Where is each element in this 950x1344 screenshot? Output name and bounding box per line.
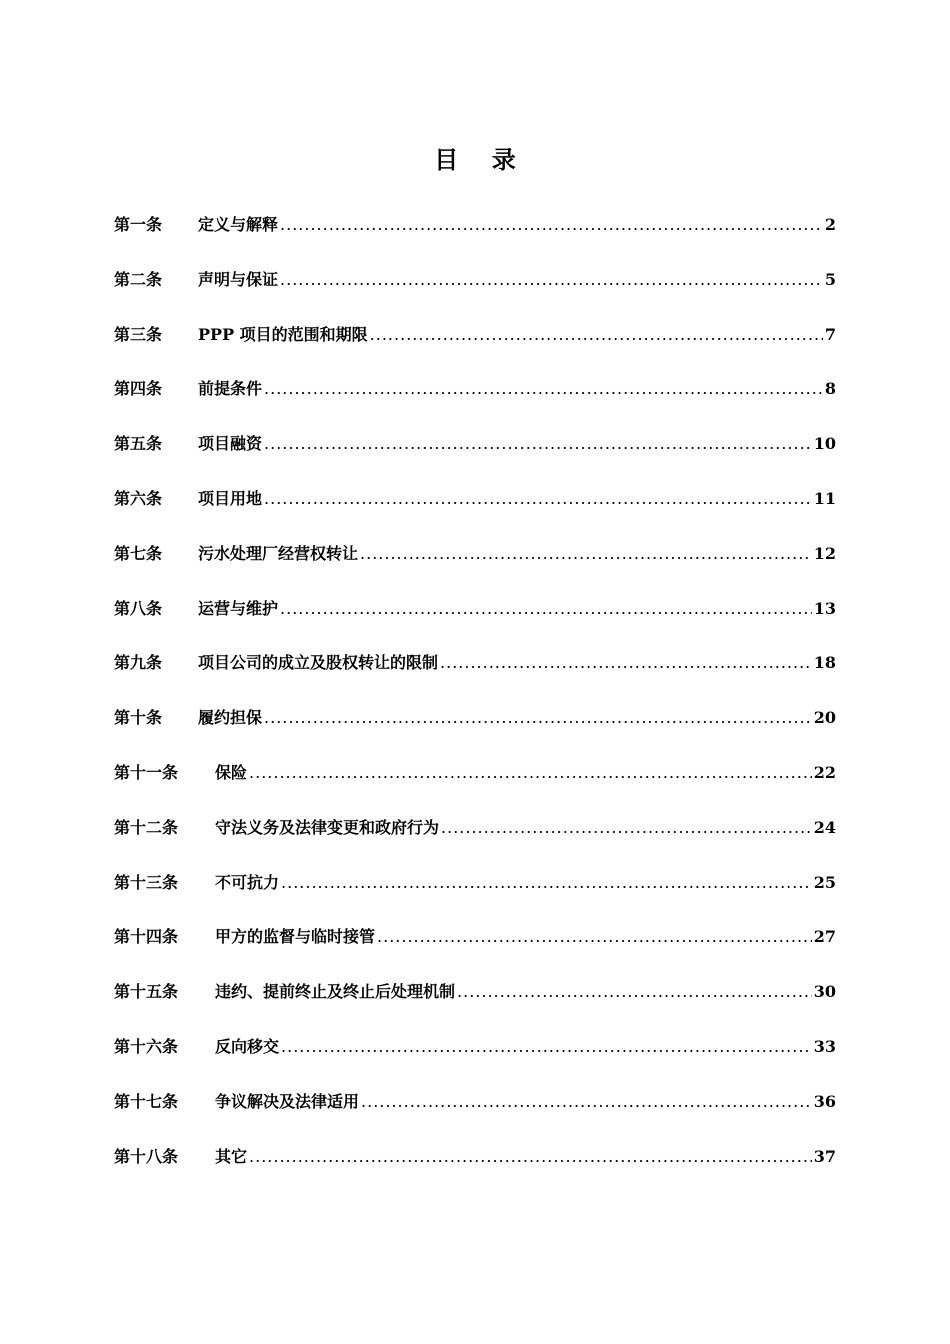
toc-entry-label: 第十一条: [114, 762, 179, 782]
toc-entry[interactable]: [114, 924, 836, 979]
toc-entry-page: 10: [813, 434, 836, 454]
toc-entry-page: 22: [813, 762, 836, 782]
toc-entry[interactable]: [114, 1144, 836, 1199]
toc-dot-leader: [264, 434, 812, 453]
toc-dot-leader: [249, 763, 812, 782]
toc-entry-heading: 声明与保证: [198, 269, 279, 289]
toc-dot-leader: [440, 653, 812, 672]
toc-dot-leader: [281, 1037, 812, 1056]
toc-entry-page: 7: [824, 324, 836, 344]
toc-entry-label: 第十五条: [114, 982, 179, 1002]
toc-entry-label: 第十四条: [114, 927, 179, 947]
toc-entry-heading: 履约担保: [198, 708, 263, 728]
toc-entry-label: 第二条: [114, 269, 163, 289]
toc-entry[interactable]: [114, 1089, 836, 1144]
toc-entry-label: 第十八条: [114, 1146, 179, 1166]
toc-entry-page: 37: [813, 1146, 836, 1166]
toc-entry-page: 27: [813, 927, 836, 947]
toc-dot-leader: [360, 544, 812, 563]
toc-entry[interactable]: [114, 486, 836, 541]
toc-entry-page: 36: [813, 1091, 836, 1111]
toc-entry-page: 5: [824, 269, 836, 289]
toc-entry[interactable]: [114, 979, 836, 1034]
toc-entry[interactable]: [114, 541, 836, 596]
toc-title: 目 录: [434, 145, 516, 174]
toc-entry-label: 第十六条: [114, 1036, 179, 1056]
toc-entry-heading: 前提条件: [198, 379, 263, 399]
toc-entry-label: 第九条: [114, 653, 163, 673]
toc-entry-heading: 项目公司的成立及股权转让的限制: [198, 653, 439, 673]
toc-dot-leader: [457, 982, 812, 1001]
toc-dot-leader: [280, 270, 823, 289]
toc-entry-page: 11: [813, 488, 836, 508]
toc-entry-page: 25: [813, 872, 836, 892]
toc-entry-page: 12: [813, 543, 836, 563]
toc-entry-heading: 保险: [215, 762, 248, 782]
toc-entry-page: 8: [824, 379, 836, 399]
toc-entry-page: 20: [813, 708, 836, 728]
toc-entry[interactable]: [114, 705, 836, 760]
toc-entry-label: 第八条: [114, 598, 163, 618]
toc-entry-page: 33: [813, 1036, 836, 1056]
toc-entry-heading: PPP 项目的范围和期限: [198, 324, 368, 344]
toc-dot-leader: [280, 215, 823, 234]
toc-entry[interactable]: [114, 1034, 836, 1089]
toc-dot-leader: [249, 1147, 812, 1166]
toc-dot-leader: [264, 379, 823, 398]
toc-entry-heading: 项目用地: [198, 488, 263, 508]
toc-entry[interactable]: [114, 596, 836, 651]
toc-entry[interactable]: [114, 431, 836, 486]
toc-entry-heading: 定义与解释: [198, 215, 279, 234]
toc-dot-leader: [361, 1092, 812, 1111]
toc-entry-label: 第五条: [114, 434, 163, 454]
toc-entry-heading: 其它: [215, 1146, 248, 1166]
toc-dot-leader: [281, 873, 812, 892]
toc-dot-leader: [377, 927, 812, 946]
toc-entry-page: 2: [824, 215, 836, 234]
toc-entry-page: 18: [813, 653, 836, 673]
toc-entry[interactable]: [114, 376, 836, 431]
toc-entry-heading: 项目融资: [198, 434, 263, 454]
toc-entry-label: 第七条: [114, 543, 163, 563]
toc-list: [114, 212, 836, 1198]
toc-entry-label: 第十七条: [114, 1091, 179, 1111]
toc-entry[interactable]: [114, 322, 836, 377]
toc-entry-heading: 运营与维护: [198, 598, 279, 618]
toc-entry-page: 30: [813, 982, 836, 1002]
toc-entry-label: 第一条: [114, 215, 163, 234]
toc-entry-page: 24: [813, 817, 836, 837]
toc-entry-label: 第十三条: [114, 872, 179, 892]
toc-dot-leader: [264, 489, 812, 508]
toc-entry-heading: 违约、提前终止及终止后处理机制: [215, 982, 456, 1002]
toc-entry-label: 第四条: [114, 379, 163, 399]
toc-entry-label: 第十二条: [114, 817, 179, 837]
toc-entry[interactable]: [114, 212, 836, 267]
toc-dot-leader: [441, 818, 812, 837]
toc-entry[interactable]: [114, 815, 836, 870]
toc-entry-heading: 反向移交: [215, 1036, 280, 1056]
toc-dot-leader: [264, 708, 812, 727]
toc-entry-label: 第六条: [114, 488, 163, 508]
toc-entry-heading: 不可抗力: [215, 872, 280, 892]
toc-entry-label: 第三条: [114, 324, 163, 344]
toc-entry[interactable]: [114, 760, 836, 815]
toc-entry[interactable]: [114, 870, 836, 925]
toc-dot-leader: [370, 325, 823, 344]
toc-entry-label: 第十条: [114, 708, 163, 728]
toc-entry-heading: 甲方的监督与临时接管: [215, 927, 376, 947]
toc-entry-heading: 守法义务及法律变更和政府行为: [215, 817, 440, 837]
toc-entry-page: 13: [813, 598, 836, 618]
toc-entry-heading: 污水处理厂经营权转让: [198, 543, 359, 563]
toc-entry[interactable]: [114, 650, 836, 705]
toc-dot-leader: [280, 599, 812, 618]
toc-entry-heading: 争议解决及法律适用: [215, 1091, 360, 1111]
toc-entry[interactable]: [114, 267, 836, 322]
